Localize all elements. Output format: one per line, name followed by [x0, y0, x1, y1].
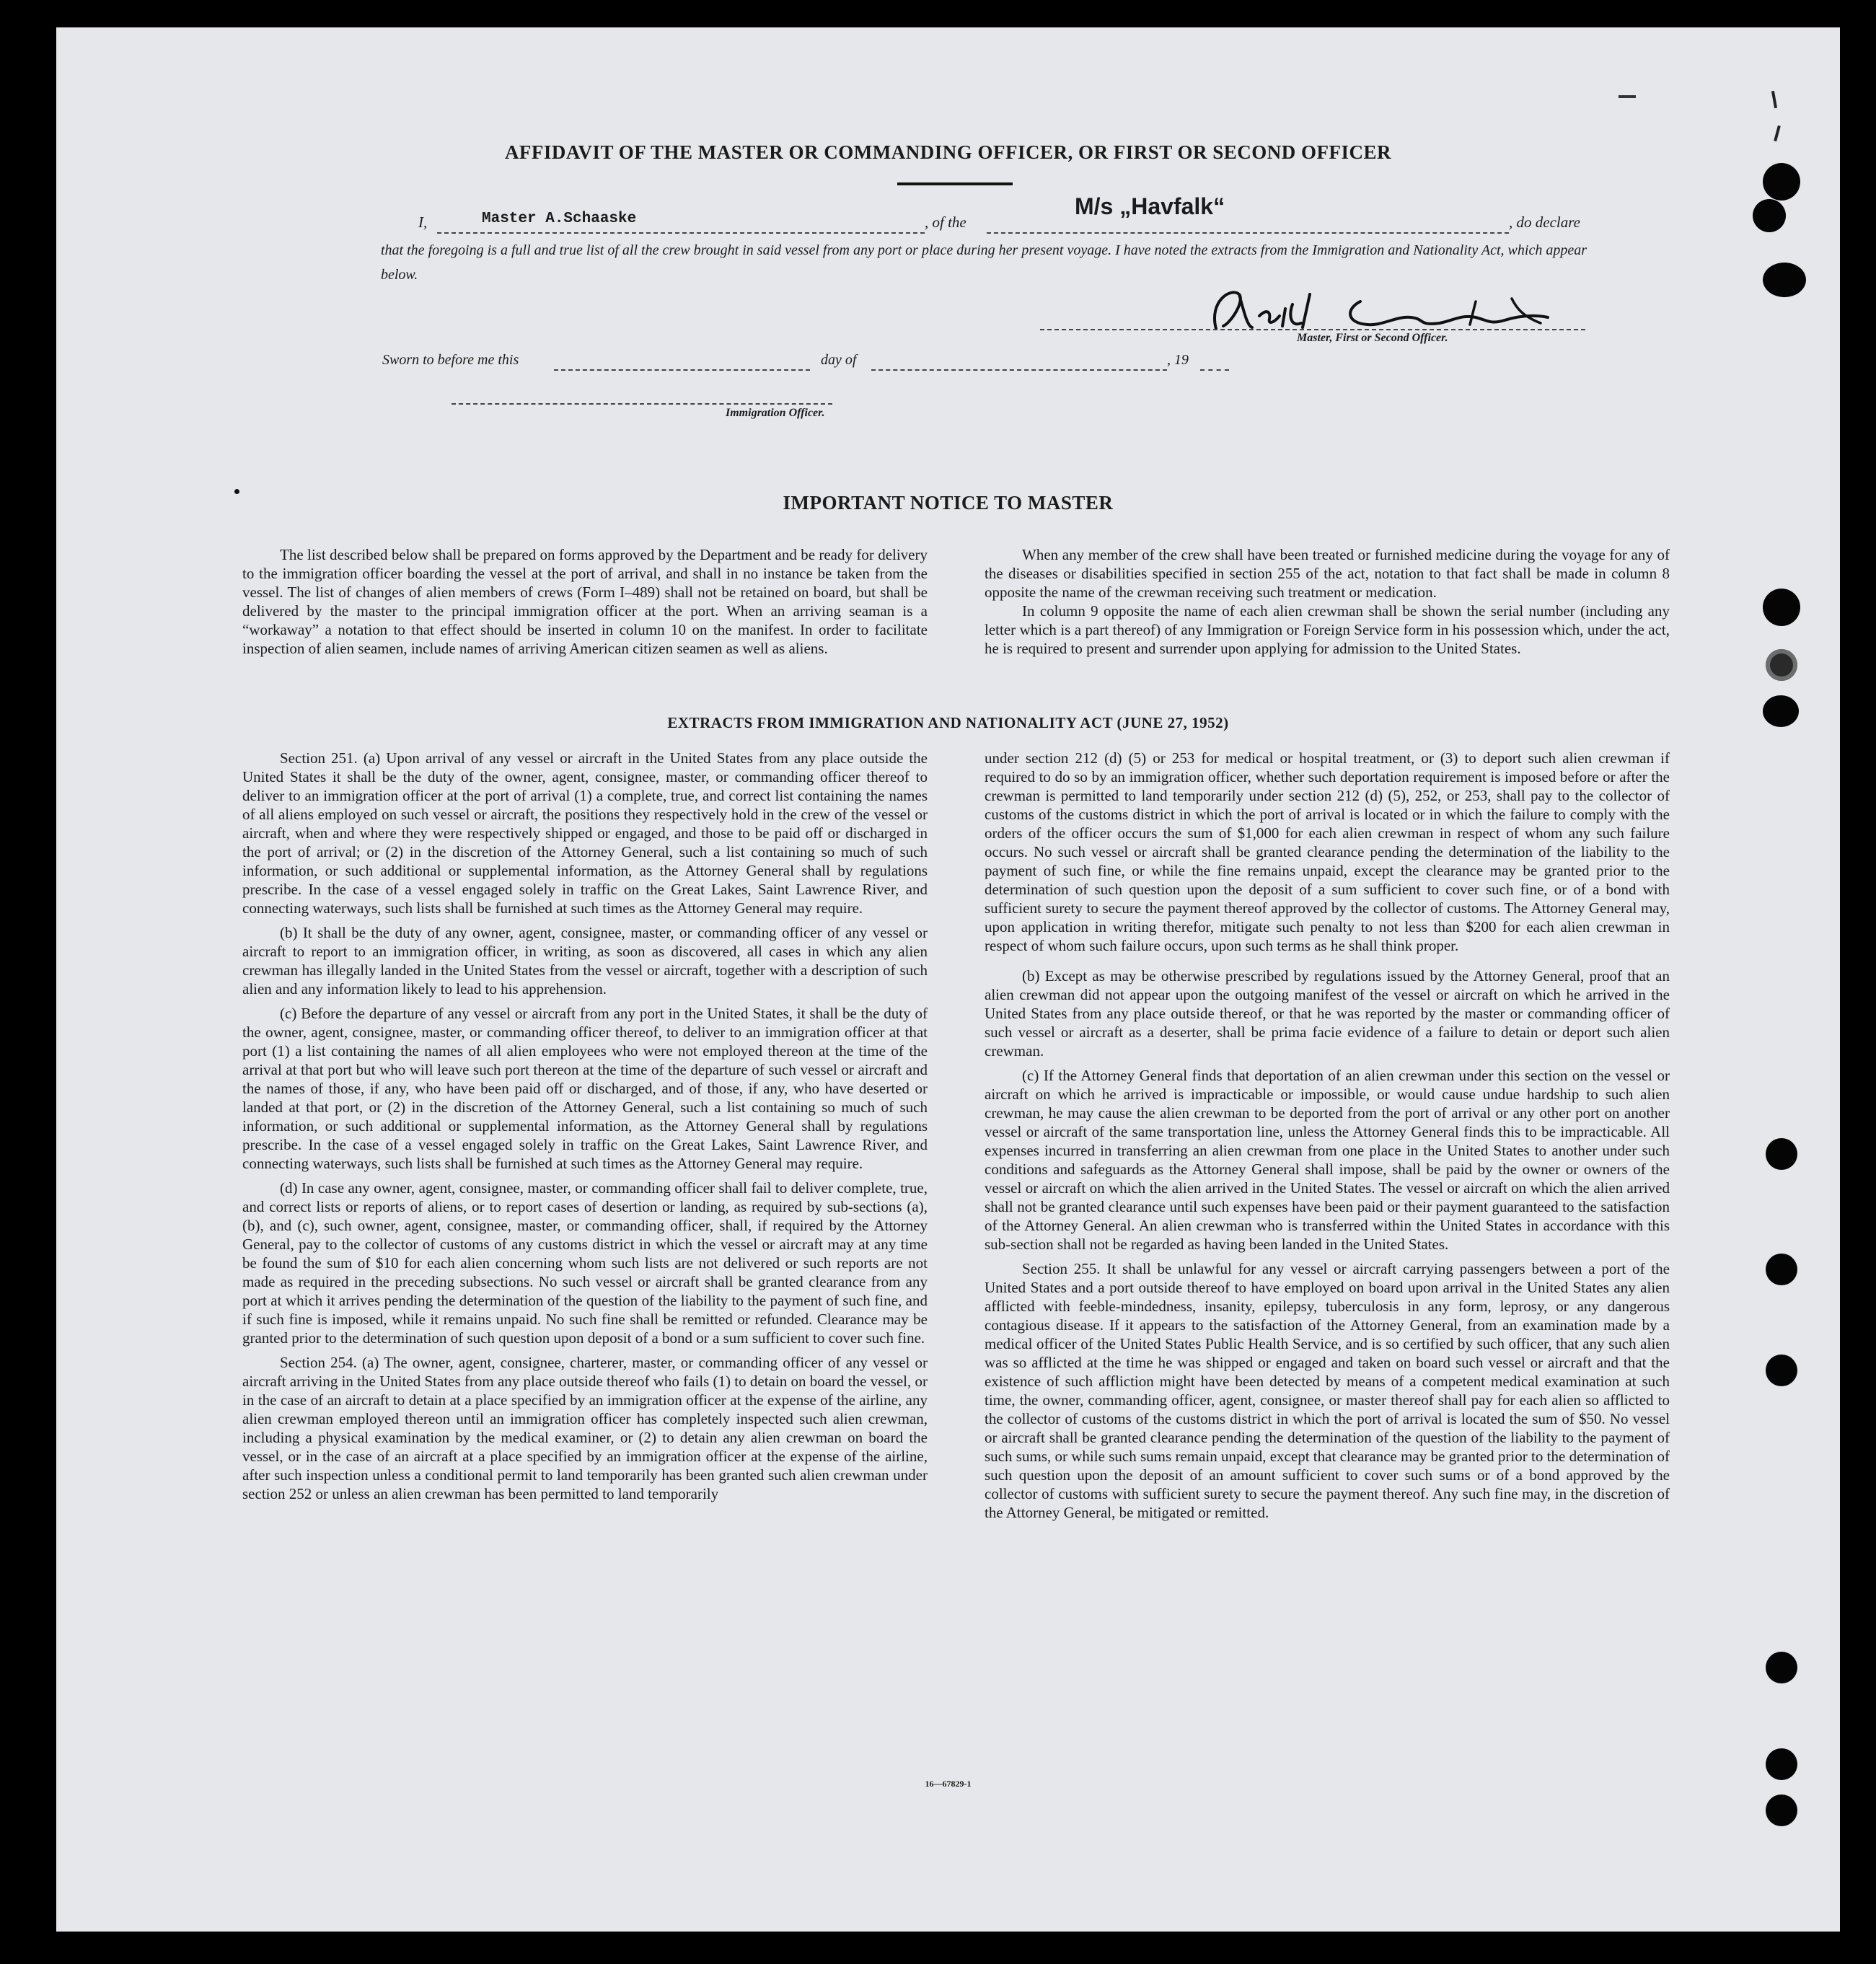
affidavit-title: AFFIDAVIT OF THE MASTER OR COMMANDING OFFICER, OR FIRST OR SECOND OFFICER	[504, 141, 1392, 163]
punch-hole	[1763, 589, 1800, 626]
extract-paragraph: under section 212 (d) (5) or 253 for medical or hospital treatment, or (3) to deport such alien crewman if required to do so by an immigration officer, whether such deportation requirement is imposed before or after the crewman is permitted to land temporarily under section 212 (d) (5), 252, or 253, shall pay to the collector of customs of the customs district in which the port of arrival is located or in which the failure to comply with the orders of the officer occurs the sum of $1,000 for each alien crewman in respect of whom any such failure occurs. No such vessel or aircraft shall be granted clearance pending the determination of the liability to the payment of such fine, or while the fine remains unpaid, except the clearance may be granted prior to the determination of such question upon the deposit of a sum sufficient to cover such fine, or of a bond with sufficient surety to secure the payment thereof approved by the collector of customs. The Attorney General may, upon application in writing therefor, mitigate such penalty to not less than $200 for each alien crewman in respect of whom such failure occurs, upon such terms as he shall think proper.	[985, 749, 1670, 954]
master-name-line	[437, 232, 925, 234]
notice-title: IMPORTANT NOTICE TO MASTER	[783, 492, 1114, 514]
master-name-value: Master A.Schaaske	[482, 211, 637, 227]
notice-right-paragraph: In column 9 opposite the name of each alien crewman shall be shown the serial number (including any letter which is a part thereof) of any Immigration or Foreign Service form in his possession which, under the act, he is required to present and surrender upon applying for admission to the United States.	[985, 602, 1670, 657]
year-label: , 19	[1167, 352, 1189, 368]
punch-hole	[1766, 1355, 1797, 1386]
extract-paragraph: (b) It shall be the duty of any owner, agent, consignee, master, or commanding officer of any vessel or aircraft to report to an immigration officer, in writing, as soon as discovered, all cases in which any alien crewman has illegally landed in the United States from the vessel or aircraft, together with a description of such alien and any information likely to lead to his apprehension.	[242, 924, 928, 998]
form-number: 16—67829-1	[925, 1779, 972, 1789]
punch-hole	[1766, 1795, 1797, 1826]
affidavit-statement: that the foregoing is a full and true list of all the crew brought in said vessel from any port or place during her present voyage. I have noted the extracts from the Immigration and Nationality Act, which appear below.	[381, 242, 1587, 283]
immigration-officer-caption: Immigration Officer.	[726, 407, 825, 419]
stray-mark	[234, 489, 239, 494]
extract-paragraph: Section 255. It shall be unlawful for any vessel or aircraft carrying passengers between a port of the United States and a port outside thereof to have employed on board upon arrival in the United States any alien afflicted with feeble-mindedness, insanity, epilepsy, tuberculosis in any form, leprosy, or any dangerous contagious disease. If it appears to the satisfaction of the Attorney General, from an examination made by a medical officer of the United States Public Health Service, and is so certified by such officer, that any such alien was so afflicted at the time he was shipped or engaged and taken on board such vessel or aircraft and that the existence of such affliction might have been detected by means of a competent medical examination at such time, the owner, commanding officer, agent, consignee, or master thereof shall pay for each alien so afflicted to the collector of customs of the customs district in which the port of arrival is located the sum of $50. No vessel or aircraft shall be granted clearance pending the determination of the question of the liability to the payment of such sums, or while such sums remain unpaid, except that clearance may be granted prior to the determination of such question upon the deposit of an amount sufficient to cover such sums or of a bond approved by the collector of customs with sufficient surety to secure the payment thereof. Any such fine may, in the discretion of the Attorney General, be mitigated or remitted.	[985, 1260, 1670, 1521]
extract-paragraph: Section 251. (a) Upon arrival of any vessel or aircraft in the United States from any place outside the United States it shall be the duty of the owner, agent, consignee, master, or commanding officer thereof to deliver to an immigration officer at the port of arrival (1) a complete, true, and correct list containing the names of all aliens employed on such vessel or aircraft, the positions they respectively hold in the crew of the vessel or aircraft, when and where they were respectively shipped or engaged, and those to be paid off or discharged in the port of arrival; or (2) in the discretion of the Attorney General, such a list containing so much of such information, or such additional or supplemental information, as the Attorney General shall by regulations prescribe. In the case of a vessel engaged solely in traffic on the Great Lakes, Saint Lawrence River, and connecting waterways, such lists shall be furnished at such times as the Attorney General may require.	[242, 749, 928, 917]
punch-hole	[1763, 695, 1799, 727]
punch-hole	[1766, 649, 1797, 681]
notice-left-column	[242, 545, 928, 664]
vessel-name-line	[987, 232, 1509, 234]
sworn-label: Sworn to before me this	[382, 352, 519, 368]
punch-hole	[1766, 1748, 1797, 1780]
day-of-label: day of	[821, 352, 857, 368]
notice-right-paragraph: When any member of the crew shall have been treated or furnished medicine during the voyage for any of the diseases or disabilities specified in section 255 of the act, notation to that fact shall be made in column 8 opposite the name of the crewman receiving such treatment or medication.	[985, 546, 1670, 601]
extract-paragraph: (c) If the Attorney General finds that deportation of an alien crewman under this section on the vessel or aircraft on which he arrived is impracticable or impossible, or would cause undue hardship to such alien crewman, he may cause the alien crewman to be deported from the port of arrival or any other port on another vessel or aircraft of the same transportation line, unless the Attorney General finds this to be impracticable. All expenses incurred in transferring an alien crewman from one place in the United States to another under such conditions and safeguards as the Attorney General shall impose, shall be paid by the owner or owners of the vessel or aircraft on which the alien arrived in the United States. The vessel or aircraft on which the alien arrived shall not be granted clearance until such expenses have been paid or their payment guaranteed to the satisfaction of the Attorney General. An alien crewman who is transferred within the United States in accordance with this sub-section shall not be regarded as having been landed in the United States.	[985, 1067, 1670, 1253]
notice-right-column	[985, 545, 1670, 664]
vessel-name-value: M/s „Havfalk“	[1075, 193, 1225, 219]
sworn-day-line	[554, 369, 810, 371]
do-declare-label: , do declare	[1509, 213, 1580, 231]
punch-hole	[1766, 1652, 1797, 1683]
extract-paragraph: (c) Before the departure of any vessel or aircraft from any port in the United States, it shall be the duty of the owner, agent, consignee, master, or commanding officer thereof, to deliver to an immigration officer at that port (1) a list containing the names of all alien employees who were not employed thereon at the time of the arrival at that port but who will leave such port thereon at the time of the departure of such vessel or aircraft and the names of those, if any, who have been paid off or discharged, and of those, if any, who have deserted or landed at that port, or (2) in the discretion of the Attorney General, such a list containing so much of such information, or such additional or supplemental information, as the Attorney General shall by regulations prescribe. In the case of a vessel engaged solely in traffic on the Great Lakes, Saint Lawrence River, and connecting waterways, such lists shall be furnished at such times as the Attorney General may require.	[242, 1005, 928, 1172]
extracts-right-column	[985, 749, 1670, 1528]
extract-paragraph: (b) Except as may be otherwise prescribed by regulations issued by the Attorney General, proof that an alien crewman did not appear upon the outgoing manifest of the vessel or aircraft on which he arrived in the United States from any place outside thereof, or that he was reported by the master or commanding officer of such vessel or aircraft as a deserter, shall be prima facie evidence of a failure to detain or deport such alien crewman.	[985, 967, 1670, 1060]
sworn-month-line	[871, 369, 1167, 371]
punch-hole	[1763, 263, 1806, 297]
punch-hole	[1766, 1254, 1797, 1285]
document-page	[56, 27, 1840, 1932]
notice-left-paragraph: The list described below shall be prepared on forms approved by the Department and be ready for delivery to the immigration officer boarding the vessel at the port of arrival, and shall in no instance be taken from the vessel. The list of changes of alien members of crews (Form I–489) shall not be retained on board, but shall be delivered by the master to the principal immigration officer at the port. When an arriving seaman is a “workaway” a notation to that effect should be inserted in column 10 on the manifest. In order to facilitate inspection of alien seamen, include names of arriving American citizen seamen as well as aliens.	[242, 546, 928, 657]
stray-mark	[1774, 125, 1781, 141]
affidavit-prefix: I,	[418, 213, 428, 231]
extracts-left-column	[242, 749, 928, 1509]
of-the-label: , of the	[925, 213, 966, 231]
title-rule	[897, 182, 1013, 185]
signature-caption: Master, First or Second Officer.	[1297, 332, 1448, 344]
extract-paragraph: (d) In case any owner, agent, consignee, master, or commanding officer shall fail to deliver complete, true, and correct lists or reports of aliens, or to report cases of desertion or landing, as required by sub-sections (a), (b), and (c), such owner, agent, consignee, master, or commanding officer, shall, if required by the Attorney General, pay to the collector of customs of any customs district in which the vessel or aircraft may at any time be found the sum of $10 for each alien concerning whom such lists are not delivered or such reports are not made as required in the preceding subsections. No such vessel or aircraft shall be granted clearance from any port at which it arrives pending the determination of the question of the liability to the payment of such fine, and if such fine is imposed, while it remains unpaid. No such fine shall be remitted or refunded. Clearance may be granted prior to the determination of such question upon deposit of a bond or a sum sufficient to cover such fine.	[242, 1179, 928, 1347]
punch-hole	[1763, 163, 1800, 201]
stray-mark	[1619, 95, 1636, 98]
stray-mark	[1771, 91, 1777, 108]
extracts-title: EXTRACTS FROM IMMIGRATION AND NATIONALITY ACT (JUNE 27, 1952)	[667, 714, 1229, 731]
extract-paragraph: Section 254. (a) The owner, agent, consignee, charterer, master, or commanding officer of any vessel or aircraft arriving in the United States from any place outside thereof who fails (1) to detain on board the vessel, or in the case of an aircraft to detain at a place specified by an immigration officer at the expense of the airline, any alien crewman employed thereon until an immigration officer has completely inspected such alien crewman, including a physical examination by the medical examiner, or (2) to detain any alien crewman on board the vessel, or in the case of an aircraft at a place specified by an immigration officer at the expense of the airline, after such inspection unless a conditional permit to land temporarily has been granted such alien crewman under section 252 or unless an alien crewman has been permitted to land temporarily	[242, 1354, 928, 1502]
signature-line	[1040, 329, 1585, 330]
sworn-year-line	[1200, 369, 1229, 371]
punch-hole	[1766, 1138, 1797, 1170]
immigration-officer-line	[452, 403, 832, 405]
punch-hole	[1753, 199, 1786, 232]
